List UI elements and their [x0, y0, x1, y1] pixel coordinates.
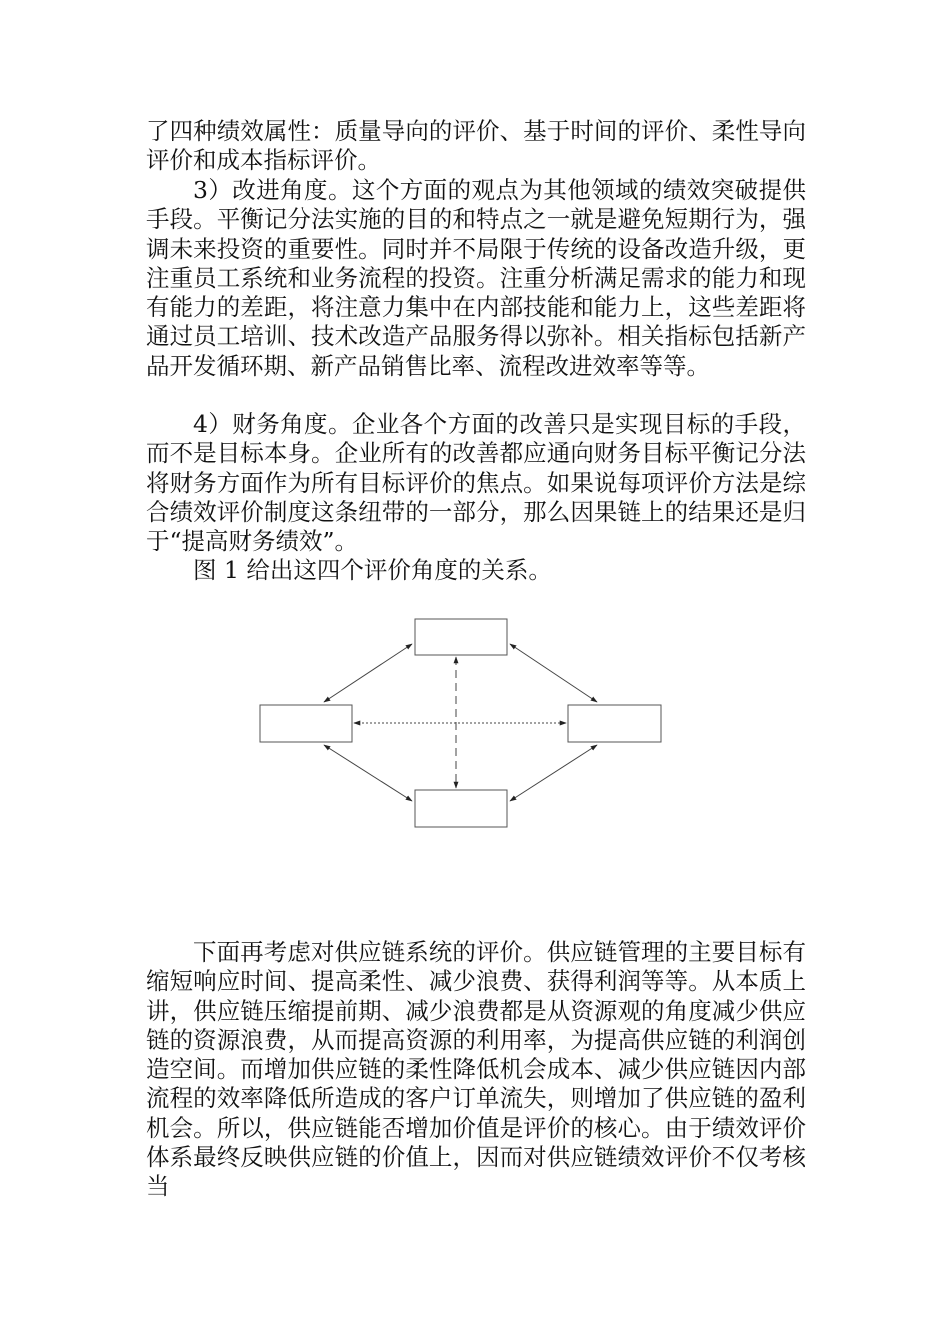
arrow-right-bottom [510, 745, 597, 801]
diagram-box-top [415, 619, 507, 655]
paragraph-financial-perspective: 4）财务角度。企业各个方面的改善只是实现目标的手段，而不是目标本身。企业所有的改善都应通向财务目标平衡记分法将财务方面作为所有目标评价的焦点。如果说每项评价方法是综合绩效评价制度这条纽带的一部分，那么因果链上的结果还是归于“提高财务绩效”。 [146, 410, 806, 556]
paragraph-supply-chain-evaluation: 下面再考虑对供应链系统的评价。供应链管理的主要目标有缩短响应时间、提高柔性、减少浪费、获得利润等等。从本质上讲，供应链压缩提前期、减少浪费都是从资源观的角度减少供应链的资源浪费，从而提高资源的利用率，为提高供应链的利润创造空间。而增加供应链的柔性降低机会成本、减少供应链因内部流程的效率降低所造成的客户订单流失，则增加了供应链的盈利机会。所以，供应链能否增加价值是评价的核心。由于绩效评价体系最终反映供应链的价值上，因而对供应链绩效评价不仅考核当 [146, 938, 806, 1201]
paragraph-continuation: 了四种绩效属性：质量导向的评价、基于时间的评价、柔性导向评价和成本指标评价。 [146, 117, 806, 175]
arrow-top-right [510, 644, 597, 702]
paragraph-figure-intro: 图 1 给出这四个评价角度的关系。 [193, 556, 552, 584]
arrow-top-left [324, 644, 412, 702]
diagram-box-left [260, 705, 352, 742]
paragraph-improvement-perspective: 3）改进角度。这个方面的观点为其他领域的绩效突破提供手段。平衡记分法实施的目的和特点之一就是避免短期行为，强调未来投资的重要性。同时并不局限于传统的设备改造升级，更注重员工系统和业务流程的投资。注重分析满足需求的能力和现有能力的差距，将注意力集中在内部技能和能力上，这些差距将通过员工培训、技术改造产品服务得以弥补。相关指标包括新产品开发循环期、新产品销售比率、流程改进效率等等。 [146, 176, 806, 380]
diagram-box-right [568, 705, 661, 742]
diagram-box-bottom [415, 790, 507, 827]
arrow-left-bottom [324, 745, 412, 801]
